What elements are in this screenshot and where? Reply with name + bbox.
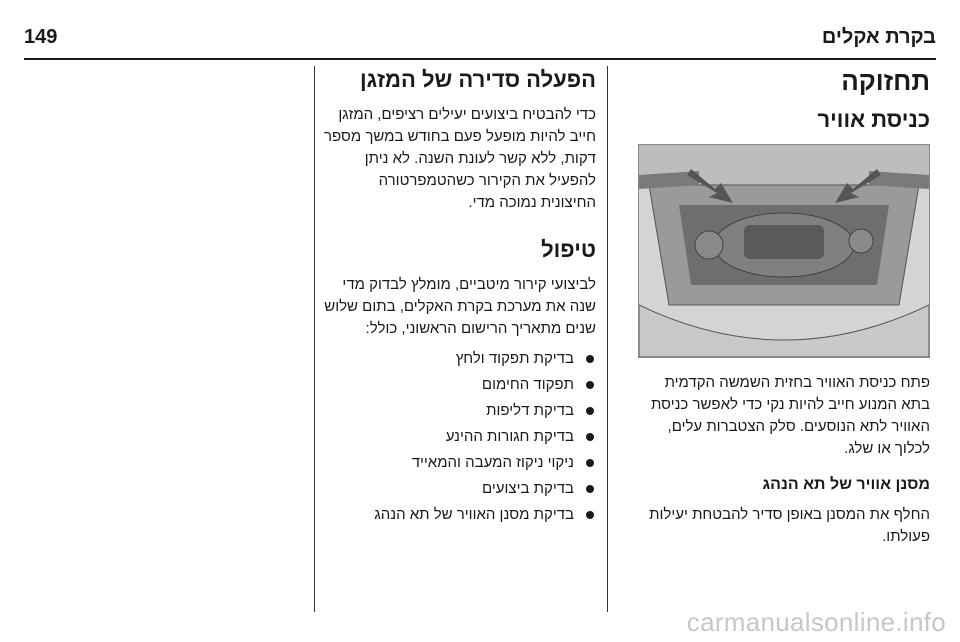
list-item: בדיקת חגורות ההינע [324, 426, 596, 448]
right-column [640, 66, 930, 548]
bullet-icon [586, 381, 594, 389]
engine-bay-photo-icon [639, 145, 929, 357]
page-number: 149 [24, 26, 58, 48]
bullet-icon [586, 459, 594, 467]
watermark: carmanualsonline.info [686, 607, 946, 637]
list-item: בדיקת תפקוד ולחץ [324, 348, 596, 370]
section-title: תחזוקה [841, 66, 930, 96]
header-rule [24, 58, 936, 60]
service-text: לביצועי קירור מיטביים, מומלץ לבדוק מדי שנה את מערכת בקרת האקלים, בתום שלוש שנים מתאריך הרישום הראשוני, כולל: [324, 276, 596, 337]
list-item: ניקוי ניקוז המעבה והמאייד [324, 452, 596, 474]
list-item: בדיקת ביצועים [324, 478, 596, 500]
bullet-icon [586, 407, 594, 415]
chapter-title: בקרת אקלים [821, 26, 936, 48]
pollen-filter-text: החלף את המסנן באופן סדיר להבטחת יעילות פעולתו. [649, 506, 930, 545]
engine-bay-figure [638, 144, 930, 358]
column-divider-left [314, 66, 315, 612]
service-checklist [324, 348, 596, 526]
pollen-filter-title: מסנן אוויר של תא הנהג [762, 476, 930, 493]
ac-operation-text: כדי להבטיח ביצועים יעילים רציפים, המזגן חייב להיות מופעל פעם בחודש במשך מספר דקות, ללא קשר לעונת השנה. לא ניתן להפעיל את הקירור כשהטמפרטורה החיצונית נמוכה מדי. [324, 106, 596, 211]
column-divider-right [607, 66, 608, 612]
air-intake-text: פתח כניסת האוויר בחזית השמשה הקדמית בתא המנוע חייב להיות נקי כדי לאפשר כניסת האוויר לתא הנוסעים. סלק הצטברות עלים, לכלוך או שלג. [650, 374, 930, 457]
air-intake-title: כניסת אוויר [817, 107, 930, 132]
bullet-icon [586, 511, 594, 519]
list-item: תפקוד החימום [324, 374, 596, 396]
bullet-icon [586, 355, 594, 363]
list-item: בדיקת מסנן האוויר של תא הנהג [324, 504, 596, 526]
bullet-icon [586, 485, 594, 493]
page-header [24, 26, 936, 58]
service-title: טיפול [541, 237, 596, 262]
list-item: בדיקת דליפות [324, 400, 596, 422]
ac-operation-title: הפעלה סדירה של המזגן [360, 67, 596, 92]
bullet-icon [586, 433, 594, 441]
middle-column [324, 66, 596, 530]
